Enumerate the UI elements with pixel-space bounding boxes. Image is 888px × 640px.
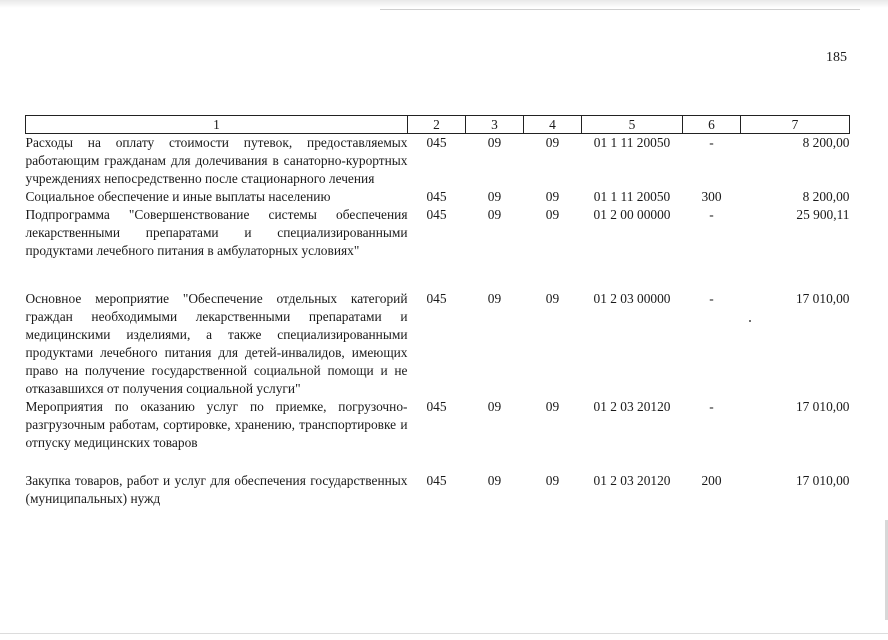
- row-name: Мероприятия по оказанию услуг по приемке, погрузочно-разгрузочным работам, сортировке, хранению, транспортировке и отпуску медицинских товаров: [25, 399, 408, 450]
- header-col-1: 1: [26, 116, 408, 134]
- row-name: Социальное обеспечение и иные выплаты населению: [25, 189, 331, 204]
- row-target-article: 01 1 11 20050: [593, 189, 671, 204]
- page-number: 185: [826, 50, 847, 65]
- row-section-code: 09: [487, 207, 502, 222]
- row-name: Закупка товаров, работ и услуг для обеспечения государственных (муниципальных) нужд: [25, 473, 408, 506]
- row-name: Основное мероприятие "Обеспечение отдельных категорий граждан необходимыми лекарственными препаратами и медицинскими изделиями, а также специализированными продуктами лечебного питания для детей-инвалидов, имеющих право на получение государственной социальной помощи и не отказавшихся от получения социальной услуги": [25, 291, 408, 396]
- header-col-3: 3: [466, 116, 524, 134]
- row-ministry-code: 045: [426, 399, 447, 414]
- table-row: [26, 188, 850, 206]
- table-row: [26, 206, 850, 290]
- row-ministry-code: 045: [426, 291, 447, 306]
- row-target-article: 01 2 03 20120: [593, 473, 671, 488]
- table-row: [26, 398, 850, 472]
- scan-bottom-line: [0, 633, 888, 634]
- row-amount: 8 200,00: [802, 135, 850, 150]
- header-col-5: 5: [582, 116, 683, 134]
- header-col-6: 6: [683, 116, 741, 134]
- row-section-code: 09: [487, 291, 502, 306]
- row-expense-type: -: [709, 291, 714, 306]
- row-subsection-code: 09: [545, 207, 560, 222]
- row-amount: 8 200,00: [802, 189, 850, 204]
- table-row: [26, 472, 850, 508]
- row-target-article: 01 2 03 00000: [593, 291, 671, 306]
- row-subsection-code: 09: [545, 189, 560, 204]
- header-col-4: 4: [524, 116, 582, 134]
- row-expense-type: -: [709, 399, 714, 414]
- row-amount: 17 010,00: [795, 399, 850, 414]
- table-row: [26, 290, 850, 398]
- row-expense-type: -: [709, 135, 714, 150]
- row-subsection-code: 09: [545, 135, 560, 150]
- row-expense-type: 200: [701, 473, 722, 488]
- row-subsection-code: 09: [545, 473, 560, 488]
- row-expense-type: -: [709, 207, 714, 222]
- row-section-code: 09: [487, 189, 502, 204]
- row-ministry-code: 045: [426, 135, 447, 150]
- row-ministry-code: 045: [426, 473, 447, 488]
- row-amount: 17 010,00: [795, 291, 850, 306]
- row-section-code: 09: [487, 473, 502, 488]
- header-col-2: 2: [408, 116, 466, 134]
- row-ministry-code: 045: [426, 189, 447, 204]
- row-target-article: 01 2 03 20120: [593, 399, 671, 414]
- row-amount: 25 900,11: [796, 207, 850, 222]
- row-expense-type: 300: [701, 189, 722, 204]
- scan-top-line: [380, 9, 860, 10]
- row-amount: 17 010,00: [795, 473, 850, 488]
- scan-top-shadow: [0, 0, 888, 8]
- table-row: [26, 134, 850, 189]
- row-name: Расходы на оплату стоимости путевок, предоставляемых работающим гражданам для долечивания в санаторно-курортных учреждениях непосредственно после стационарного лечения: [25, 135, 408, 186]
- budget-table: [25, 115, 850, 508]
- row-section-code: 09: [487, 135, 502, 150]
- table-header-row: [26, 116, 850, 134]
- row-subsection-code: 09: [545, 399, 560, 414]
- row-name: Подпрограмма "Совершенствование системы обеспечения лекарственными препаратами и специализированными продуктами лечебного питания в амбулаторных условиях": [25, 207, 408, 258]
- header-col-7: 7: [741, 116, 850, 134]
- row-subsection-code: 09: [545, 291, 560, 306]
- row-ministry-code: 045: [426, 207, 447, 222]
- row-target-article: 01 2 00 00000: [593, 207, 671, 222]
- row-section-code: 09: [487, 399, 502, 414]
- row-target-article: 01 1 11 20050: [593, 135, 671, 150]
